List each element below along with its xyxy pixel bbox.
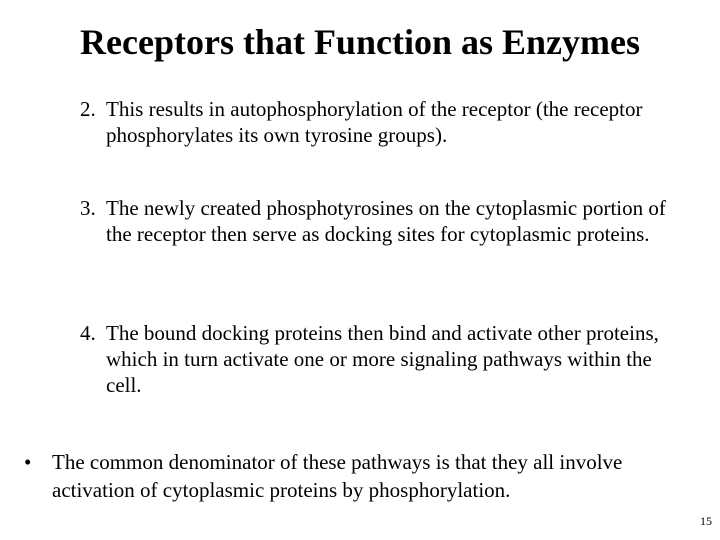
bullet-point <box>24 448 704 504</box>
list-item-number: 3. <box>80 196 96 220</box>
page-number: 15 <box>700 514 712 528</box>
list-item-text: The newly created phosphotyrosines on the cytoplasmic portion of the receptor then serve as docking sites for cytoplasmic proteins. <box>106 196 666 246</box>
list-item-number: 2. <box>80 97 96 121</box>
list-item-2 <box>80 96 680 148</box>
list-item-4 <box>80 320 680 398</box>
list-item-number: 4. <box>80 321 96 345</box>
slide-title: Receptors that Function as Enzymes <box>80 22 640 62</box>
bullet-text: The common denominator of these pathways is that they all involve activation of cytoplasmic proteins by phosphorylation. <box>52 450 623 502</box>
bullet-dot-icon: • <box>24 450 32 474</box>
list-item-text: The bound docking proteins then bind and activate other proteins, which in turn activate one or more signaling pathways within the cell. <box>106 321 659 397</box>
list-item-3 <box>80 195 680 247</box>
list-item-text: This results in autophosphorylation of the receptor (the receptor phosphorylates its own tyrosine groups). <box>106 97 643 147</box>
